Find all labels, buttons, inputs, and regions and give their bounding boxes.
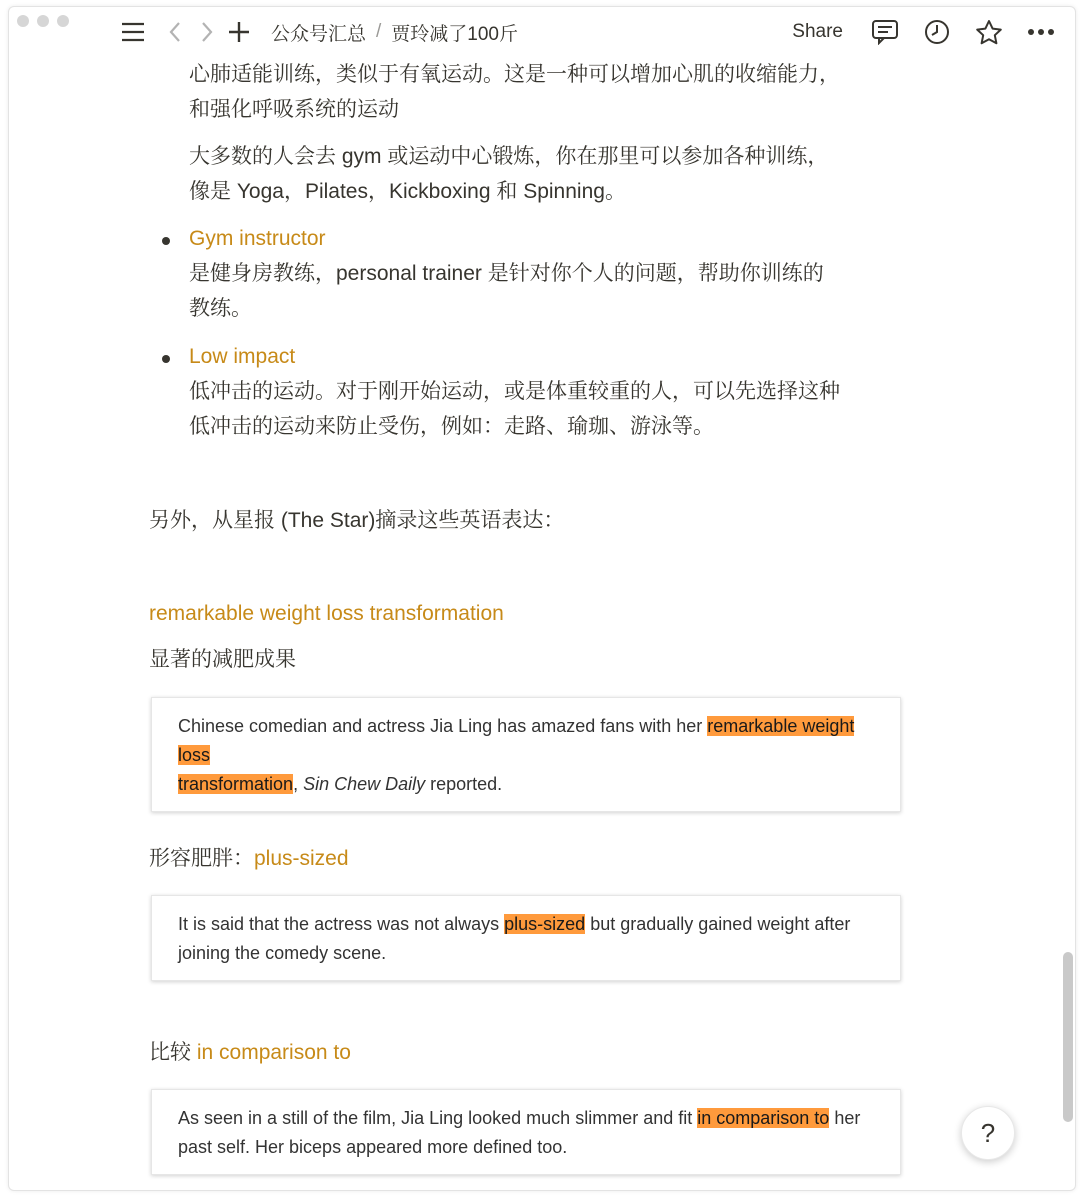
star-intro: 另外，从星报 (The Star)摘录这些英语表达：: [149, 509, 565, 532]
bullet-dot: [162, 237, 170, 245]
more-options-icon[interactable]: [1021, 13, 1061, 51]
text-line: 是健身房教练，personal trainer 是针对你个人的问题，帮助你训练的: [189, 262, 824, 285]
quote-text: As seen in a still of the film, Jia Ling looked much slimmer and fit: [178, 1108, 698, 1128]
menu-icon[interactable]: [117, 16, 149, 48]
page-content: [9, 57, 1075, 1190]
bullet-item-low-impact: [189, 339, 949, 444]
quote-text: her: [829, 1108, 861, 1128]
quote-line: past self. Her biceps appeared more defined too.: [178, 1137, 568, 1157]
quote-text: but gradually gained weight after: [585, 914, 851, 934]
quote-line: [178, 910, 884, 939]
section-heading: remarkable weight loss transformation: [149, 602, 504, 625]
favorite-star-icon[interactable]: [969, 13, 1009, 51]
add-page-icon[interactable]: [223, 16, 255, 48]
section-label: 形容肥胖：: [149, 847, 254, 870]
highlight-term: plus-sized: [504, 914, 586, 934]
forward-icon[interactable]: [191, 16, 223, 48]
section-label: 比较: [149, 1041, 197, 1064]
quote-line: [178, 1104, 884, 1133]
term-low-impact: Low impact: [189, 345, 296, 368]
app-window: [8, 6, 1076, 1191]
text-line: 低冲击的运动。对于刚开始运动，或是体重较重的人，可以先选择这种: [189, 380, 840, 403]
breadcrumb-item-current[interactable]: 贾玲减了100斤: [391, 23, 518, 45]
breadcrumb: [265, 17, 524, 48]
source-name: Sin Chew Daily: [303, 774, 426, 794]
quote-line: joining the comedy scene.: [178, 943, 387, 963]
text-line: 低冲击的运动来防止受伤，例如：走路、瑜珈、游泳等。: [189, 415, 714, 438]
vertical-scrollbar[interactable]: [1063, 952, 1073, 1122]
gym-paragraph: [189, 139, 949, 209]
help-button[interactable]: ?: [961, 1106, 1015, 1160]
quote-card: [151, 697, 901, 812]
bullet-item-gym-instructor: [189, 221, 949, 326]
text-line: 心肺适能训练，类似于有氧运动。这是一种可以增加心肌的收缩能力，: [189, 63, 840, 86]
quote-text: ,: [293, 774, 304, 794]
quote-text: It is said that the actress was not always: [178, 914, 505, 934]
section-heading-row: [149, 841, 949, 876]
section-heading: plus-sized: [254, 847, 349, 870]
quote-line: [178, 712, 884, 770]
topbar: [9, 7, 1075, 57]
highlight-term: transformation: [178, 774, 294, 794]
comment-icon[interactable]: [865, 13, 905, 51]
quote-card: [151, 1089, 901, 1175]
section-heading: in comparison to: [196, 1041, 351, 1064]
history-clock-icon[interactable]: [917, 13, 957, 51]
section-meaning: 显著的减肥成果: [149, 648, 296, 671]
text-line: 像是 Yoga，Pilates，Kickboxing 和 Spinning。: [189, 180, 626, 203]
quote-line: [178, 770, 884, 799]
share-button[interactable]: Share: [792, 21, 843, 42]
cardio-paragraph: [189, 57, 949, 127]
text-line: 和强化呼吸系统的运动: [189, 98, 399, 121]
quote-card: [151, 895, 901, 981]
back-icon[interactable]: [159, 16, 191, 48]
topbar-left: [117, 13, 524, 51]
quote-text: reported.: [425, 774, 503, 794]
breadcrumb-item-parent[interactable]: 公众号汇总: [271, 23, 367, 45]
breadcrumb-separator: /: [376, 21, 382, 42]
bullet-dot: [162, 355, 170, 363]
text-line: 大多数的人会去 gym 或运动中心锻炼，你在那里可以参加各种训练，: [189, 145, 829, 168]
topbar-right: [782, 13, 1061, 51]
term-gym-instructor: Gym instructor: [189, 227, 326, 250]
quote-text: Chinese comedian and actress Jia Ling has amazed fans with her: [178, 716, 708, 736]
highlight-term: remarkable weight loss: [178, 716, 855, 765]
text-line: 教练。: [189, 297, 252, 320]
highlight-term: in comparison to: [697, 1108, 830, 1128]
section-heading-row: [149, 1035, 949, 1070]
